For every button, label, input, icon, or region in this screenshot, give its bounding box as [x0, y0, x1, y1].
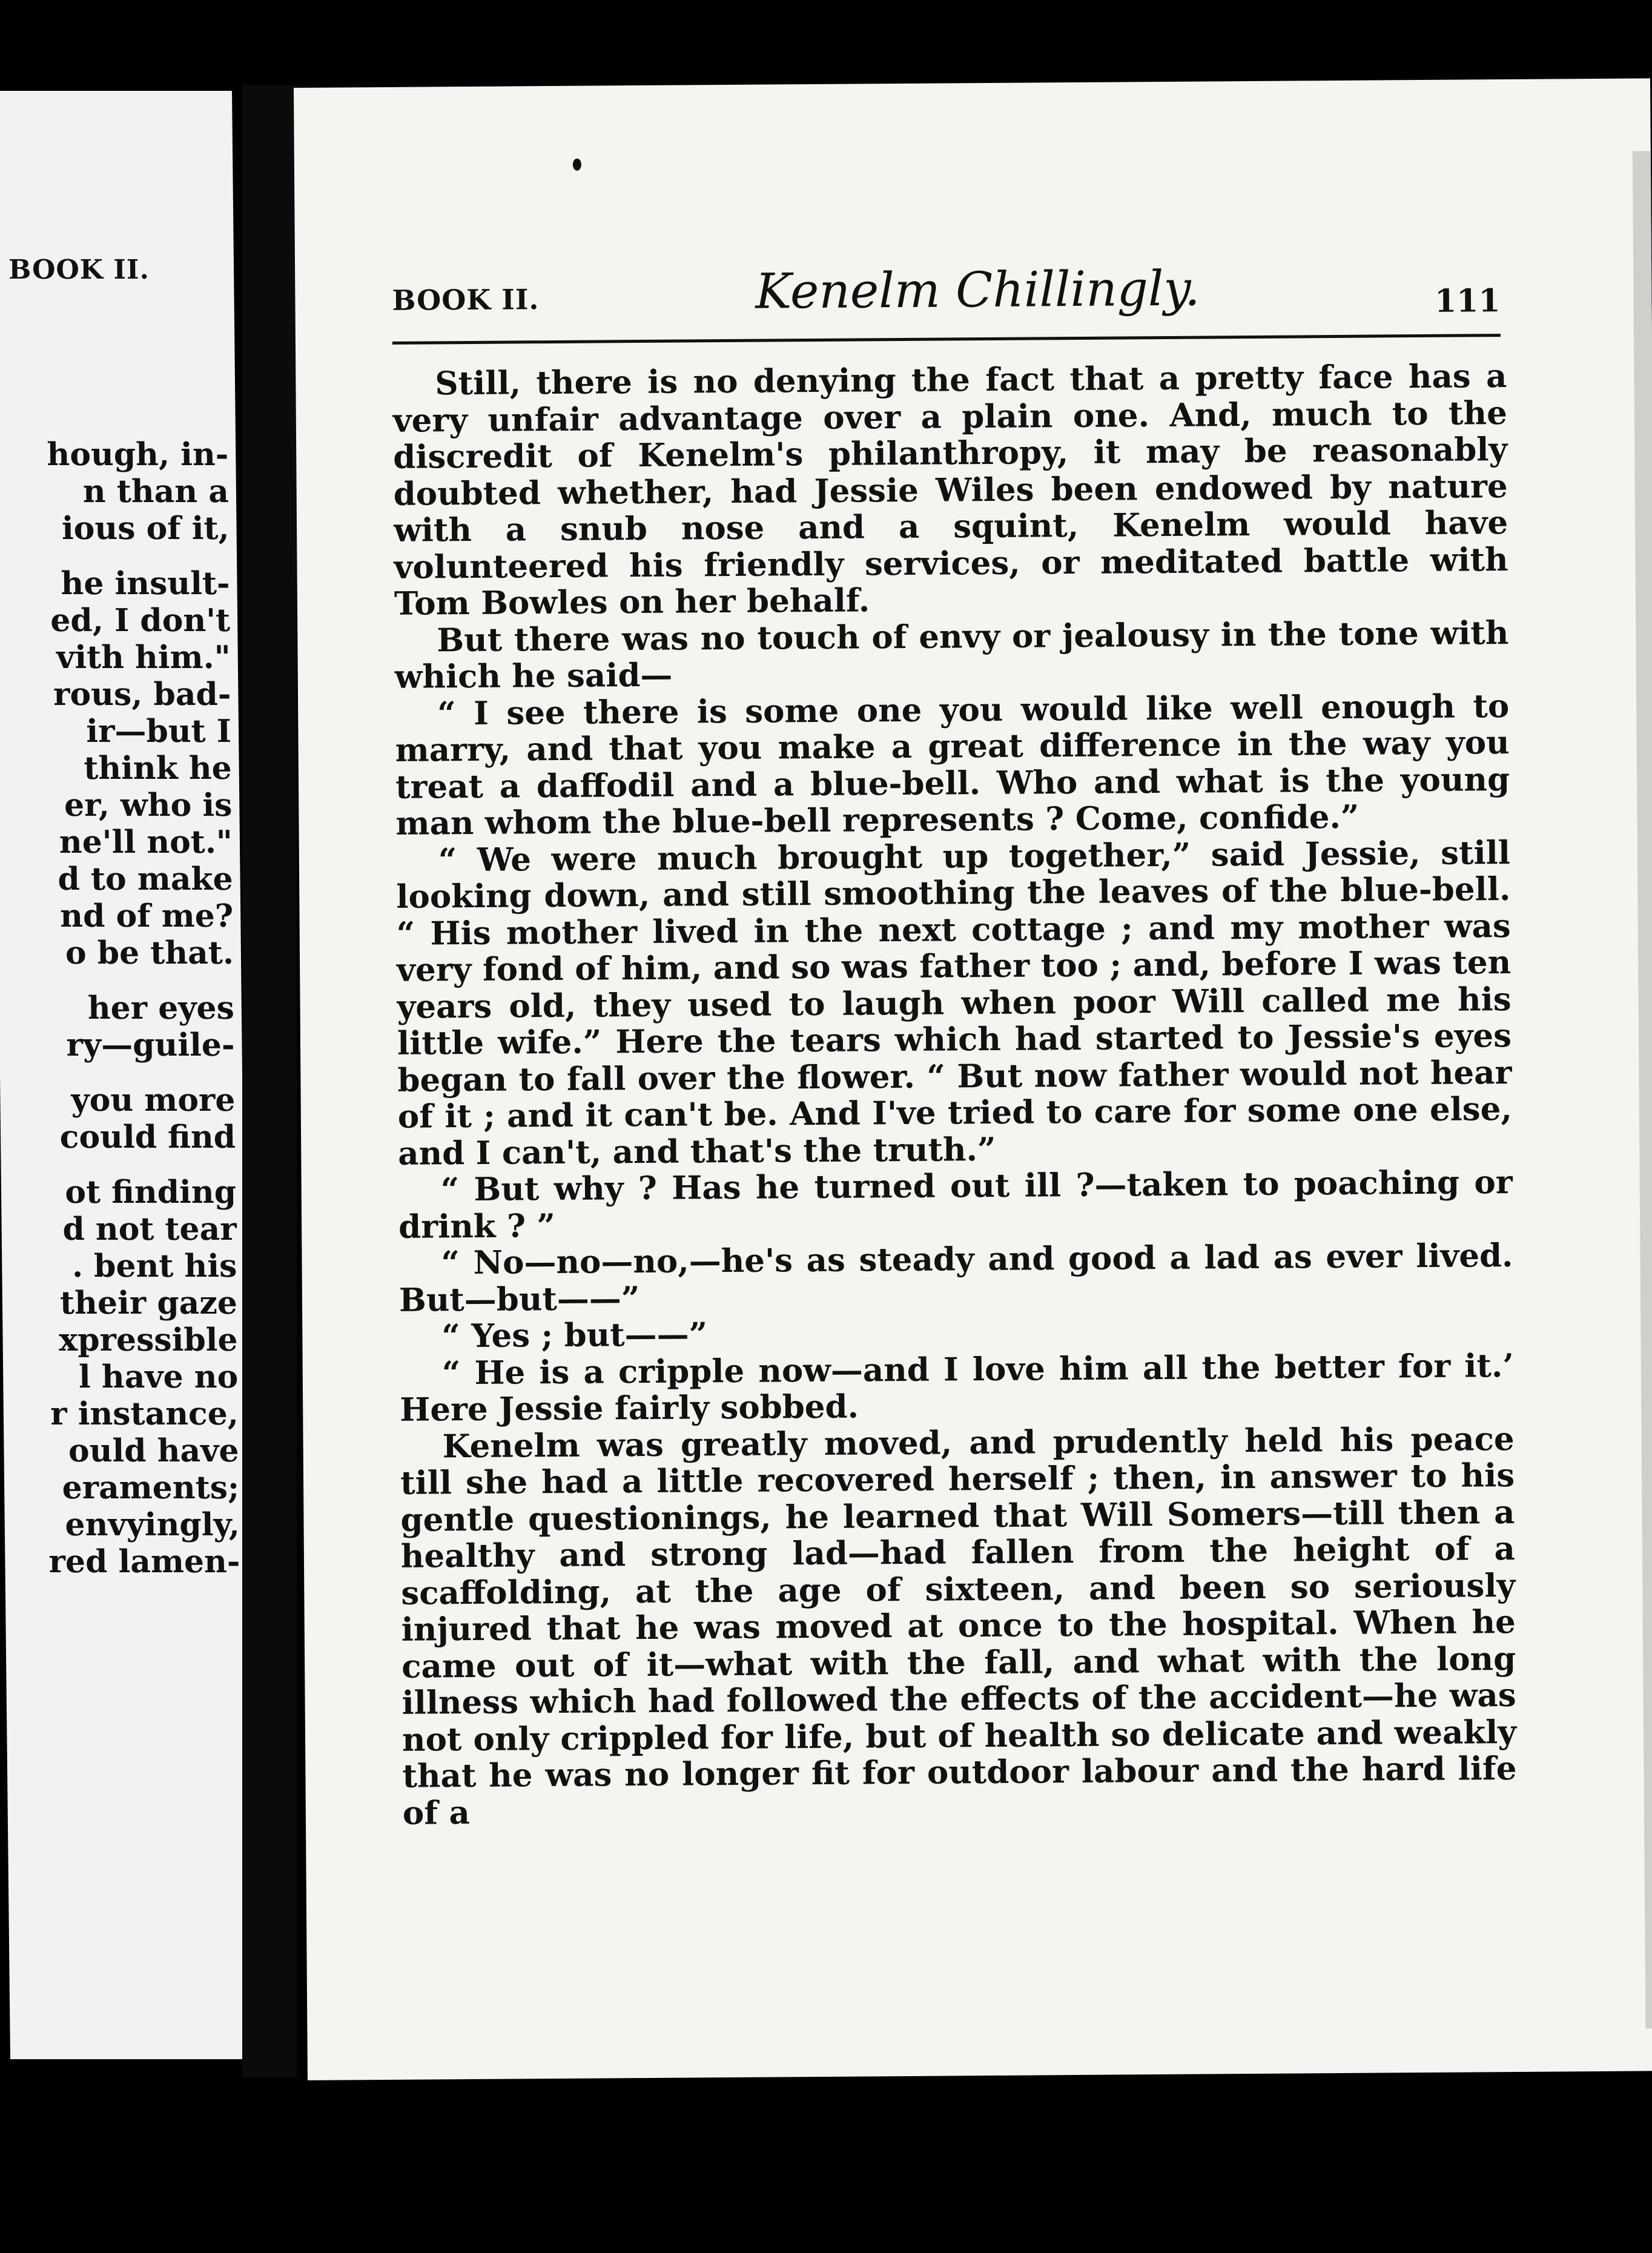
book-gutter: [242, 85, 297, 2077]
left-page-line: vith him.": [56, 639, 231, 676]
left-page-line: n than a: [82, 473, 230, 510]
paragraph: “ No—no—no,—he's as steady and good a lad as ever lived. But—but——”: [398, 1236, 1513, 1319]
running-header: [392, 258, 1501, 332]
left-page-line: he insult-: [61, 565, 230, 602]
left-page-line: l have no: [78, 1358, 239, 1395]
left-page-line: er, who is: [64, 787, 233, 824]
left-page-line: r instance,: [50, 1395, 239, 1432]
left-page-line: d to make: [58, 861, 233, 898]
book-label: BOOK II.: [392, 283, 540, 317]
left-page-line: ne'll not.": [59, 824, 233, 861]
left-page-line: their gaze: [59, 1285, 238, 1322]
body-text: [392, 358, 1517, 1831]
paragraph: “ He is a cripple now—and I love him all the better for it.’ Here Jessie fairly sobbed.: [400, 1346, 1514, 1429]
ink-speck: [573, 159, 581, 171]
paragraph: Still, there is no denying the fact that a pretty face has a very unfair advantage over a plain one. And, much to the discredit of Kenelm's philanthropy, it may be reasonably doubted whether, had Jessie Wiles been endowed by nature with a snub nose and a squint, Kenelm would have volunteered his friendly services, or meditated battle with Tom Bowles on her behalf.: [392, 357, 1508, 623]
header-rule: [392, 334, 1501, 345]
paragraph: “ I see there is some one you would like well enough to marry, and that you make a great difference in the way you treat a daffodil and a blue-bell. Who and what is the young man whom the blue-bell represents ? Come, confide.”: [395, 687, 1510, 842]
left-page-line: ious of it,: [61, 510, 230, 547]
left-page-line: o be that.: [65, 935, 234, 971]
paragraph: Kenelm was greatly moved, and prudently held his peace till she had a little recovered herself ; then, in answer to his gentle questionings, he learned that Will Somers—till then a healthy and strong lad—had fallen from the height of a scaffolding, at the age of sixteen, and been so seriously injured that he was moved at once to the hospital. When he came out of it—what with the fall, and what with the long illness which had followed the effects of the accident—he was not only crippled for life, but of health so delicate and weakly that he was no longer fit for outdoor labour and the hard life of a: [400, 1420, 1517, 1832]
left-page-line: [0, 1156, 236, 1174]
left-page-line: xpressible: [58, 1322, 238, 1358]
left-page-line: ot finding: [65, 1174, 237, 1211]
left-page-text: [0, 436, 240, 1580]
left-page-header: BOOK II.: [8, 254, 150, 285]
left-page-line: think he: [83, 750, 233, 787]
right-page: [294, 78, 1652, 2080]
page-edge: [1633, 151, 1652, 2028]
left-page-line: d not tear: [62, 1211, 237, 1248]
left-page-line: ed, I don't: [50, 602, 231, 639]
left-page-line: ould have: [68, 1432, 239, 1469]
left-page-line: envyingly,: [65, 1506, 240, 1543]
left-page-line: could find: [59, 1119, 236, 1156]
left-page-line: red lamen-: [48, 1543, 240, 1580]
left-page-line: [0, 547, 230, 565]
paragraph: “ Yes ; but——”: [441, 1315, 708, 1355]
left-page-line: rous, bad-: [53, 676, 231, 713]
left-page-line: eraments;: [62, 1469, 240, 1506]
left-page-line: ir—but I: [85, 713, 232, 750]
left-page: [0, 91, 253, 2059]
paragraph: “ But why ? Has he turned out ill ?—taken to poaching or drink ? ”: [398, 1163, 1513, 1246]
left-page-line: you more: [71, 1082, 236, 1119]
page-title: Kenelm Chillingly.: [755, 260, 1200, 320]
left-page-line: [0, 1064, 235, 1082]
left-page-line: nd of me?: [59, 898, 234, 935]
paragraph: But there was no touch of envy or jealousy in the tone with which he said—: [394, 614, 1509, 696]
paragraph: “ We were much brought up together,” said Jessie, still looking down, and still smoothing the leaves of the blue-bell. “ His mother lived in the next cottage ; and my mother was very fond of him, and so was father too ; and, before I was ten years old, they used to laugh when poor Will called me his little wife.” Here the tears which had started to Jessie's eyes began to fall over the flower. “ But now father would not hear of it ; and it can't be. And I've tried to care for some one else, and I can't, and that's the truth.”: [396, 833, 1513, 1173]
left-page-line: . bent his: [71, 1248, 237, 1285]
page-number: 111: [1434, 282, 1501, 320]
left-page-line: ry—guile-: [66, 1027, 235, 1064]
left-page-line: [0, 971, 234, 990]
left-page-line: her eyes: [87, 990, 235, 1027]
left-page-line: hough, in-: [47, 436, 229, 473]
